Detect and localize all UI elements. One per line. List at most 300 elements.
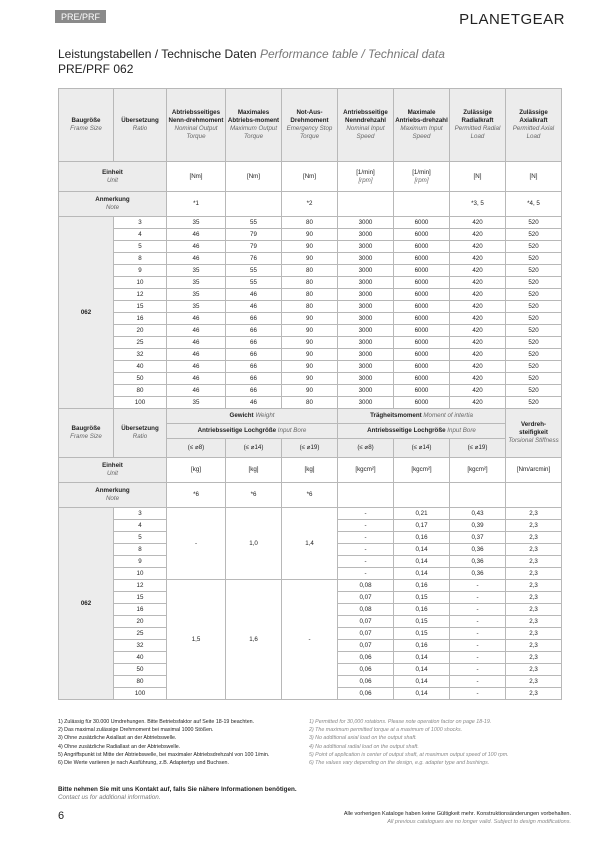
ratio-cell: 5 [114, 241, 167, 253]
note-cell [338, 483, 394, 508]
value-cell: 6000 [394, 337, 450, 349]
value-cell: 90 [282, 229, 338, 241]
stiffness-cell: 2,3 [506, 520, 562, 532]
value-cell: 80 [282, 217, 338, 229]
inertia-cell: 0,15 [394, 628, 450, 640]
value-cell: 6000 [394, 253, 450, 265]
inertia-cell: - [450, 676, 506, 688]
value-cell: 520 [506, 241, 562, 253]
inertia-cell: 0,07 [338, 616, 394, 628]
stiffness-cell: 2,3 [506, 652, 562, 664]
value-cell: 520 [506, 229, 562, 241]
stiffness-cell: 2,3 [506, 532, 562, 544]
inertia-cell: 0,08 [338, 580, 394, 592]
note-cell: *6 [167, 483, 226, 508]
header-cell [59, 89, 114, 162]
value-cell: 35 [167, 277, 226, 289]
value-cell: 90 [282, 337, 338, 349]
value-cell: 520 [506, 253, 562, 265]
value-cell: 6000 [394, 325, 450, 337]
header-en: Weight [255, 412, 275, 419]
value-cell: 90 [282, 349, 338, 361]
stiffness-cell: 2,3 [506, 640, 562, 652]
value-cell: 80 [282, 397, 338, 409]
table-row [59, 229, 562, 241]
value-cell: 80 [282, 265, 338, 277]
note-label-de: Anmerkung [95, 196, 130, 203]
value-cell: 520 [506, 313, 562, 325]
ratio-cell: 20 [114, 325, 167, 337]
table-row [59, 458, 562, 483]
value-cell: 3000 [338, 349, 394, 361]
unit-label [59, 162, 167, 192]
series-tag: PRE/PRF [55, 10, 106, 23]
stiffness-cell: 2,3 [506, 544, 562, 556]
header-en: Ratio [132, 433, 148, 440]
footnote-item: 3) Ohne zusätzliche Axiallast an der Abtriebswelle. [58, 735, 177, 742]
unit-cell: [Nm/arcmin] [506, 458, 562, 483]
value-cell: 76 [226, 253, 282, 265]
weight-cell: - [282, 580, 338, 700]
header-stiffness [506, 409, 562, 458]
unit-cell [282, 162, 338, 192]
note-label-de: Anmerkung [95, 487, 130, 494]
value-cell: 46 [167, 349, 226, 361]
value-cell: 3000 [338, 301, 394, 313]
title-en: Performance table / Technical data [259, 47, 445, 61]
value-cell: 46 [167, 337, 226, 349]
header-de: Baugröße [71, 425, 101, 432]
header-de: Zulässige Axialkraft [519, 109, 548, 124]
header-cell [394, 89, 450, 162]
inertia-cell: 0,06 [338, 688, 394, 700]
ratio-cell: 20 [114, 616, 167, 628]
inertia-cell: 0,16 [394, 580, 450, 592]
inertia-cell: 0,06 [338, 652, 394, 664]
value-cell: 520 [506, 361, 562, 373]
value-cell: 520 [506, 397, 562, 409]
unit-value: [Nm] [189, 172, 203, 180]
inertia-cell: - [450, 580, 506, 592]
inertia-cell: - [450, 664, 506, 676]
header-de: Maximale Antriebs-drehzahl [395, 109, 448, 124]
value-cell: 90 [282, 313, 338, 325]
header-de: Antriebsseitige Lochgröße [197, 427, 277, 434]
table-row [59, 265, 562, 277]
table-row [59, 409, 562, 424]
value-cell: 6000 [394, 229, 450, 241]
header-bore [167, 424, 338, 439]
inertia-cell: - [450, 652, 506, 664]
value-cell: 520 [506, 373, 562, 385]
header-cell [506, 89, 562, 162]
table-row [59, 301, 562, 313]
value-cell: 420 [450, 325, 506, 337]
value-cell: 520 [506, 385, 562, 397]
value-cell: 420 [450, 253, 506, 265]
note-cell [226, 192, 282, 217]
unit-label-en: Unit [106, 176, 118, 184]
header-de: Verdreh-steifigkeit [519, 421, 548, 436]
header-cell [226, 89, 282, 162]
note-cell: *1 [167, 192, 226, 217]
value-cell: 35 [167, 397, 226, 409]
header-cell [167, 89, 226, 162]
weight-cell: 1,4 [282, 508, 338, 580]
stiffness-cell: 2,3 [506, 676, 562, 688]
value-cell: 6000 [394, 361, 450, 373]
unit-value: [Nm] [302, 172, 317, 180]
stiffness-cell: 2,3 [506, 568, 562, 580]
ratio-cell: 4 [114, 520, 167, 532]
value-cell: 46 [226, 289, 282, 301]
ratio-cell: 12 [114, 580, 167, 592]
ratio-cell: 9 [114, 556, 167, 568]
note-label-en: Note [105, 495, 120, 502]
header-en: Frame Size [70, 125, 102, 132]
ratio-cell: 25 [114, 337, 167, 349]
footnotes-de [58, 718, 269, 767]
value-cell: 3000 [338, 217, 394, 229]
inertia-cell: - [338, 568, 394, 580]
table-row [59, 241, 562, 253]
value-cell: 35 [167, 301, 226, 313]
value-cell: 90 [282, 325, 338, 337]
unit-value: [1/min] [356, 168, 375, 176]
inertia-cell: 0,07 [338, 592, 394, 604]
model-title: PRE/PRF 062 [58, 62, 134, 76]
value-cell: 46 [167, 385, 226, 397]
value-cell: 6000 [394, 349, 450, 361]
inertia-cell: 0,17 [394, 520, 450, 532]
unit-cell: [kg] [226, 458, 282, 483]
inertia-cell: 0,07 [338, 640, 394, 652]
table-row [59, 325, 562, 337]
value-cell: 46 [167, 325, 226, 337]
value-cell: 3000 [338, 265, 394, 277]
value-cell: 3000 [338, 397, 394, 409]
ratio-cell: 50 [114, 373, 167, 385]
note-cell [394, 192, 450, 217]
ratio-cell: 16 [114, 604, 167, 616]
unit-sub: [rpm] [358, 176, 373, 184]
inertia-cell: - [450, 688, 506, 700]
footnote-item: 4) No additional radial load on the output shaft. [309, 743, 419, 750]
ratio-cell: 100 [114, 688, 167, 700]
value-cell: 3000 [338, 373, 394, 385]
inertia-cell: 0,43 [450, 508, 506, 520]
ratio-cell: 32 [114, 349, 167, 361]
value-cell: 520 [506, 301, 562, 313]
note-cell [394, 483, 450, 508]
value-cell: 6000 [394, 217, 450, 229]
bore-size-cell: (≤ ⌀14) [226, 439, 282, 458]
inertia-cell: 0,14 [394, 544, 450, 556]
header-de: Antriebsseitige Lochgröße [367, 427, 446, 434]
table-row [59, 349, 562, 361]
value-cell: 520 [506, 325, 562, 337]
header-en: Nominal Output Torque [174, 125, 218, 140]
value-cell: 6000 [394, 241, 450, 253]
ratio-cell: 50 [114, 664, 167, 676]
value-cell: 90 [282, 385, 338, 397]
value-cell: 66 [226, 385, 282, 397]
value-cell: 90 [282, 253, 338, 265]
header-de: Übersetzung [121, 117, 159, 124]
inertia-cell: - [338, 532, 394, 544]
value-cell: 420 [450, 349, 506, 361]
footnote-item: 4) Ohne zusätzliche Radiallast an der Abtriebswelle. [58, 743, 181, 750]
ratio-cell: 8 [114, 544, 167, 556]
value-cell: 79 [226, 241, 282, 253]
table-row [59, 277, 562, 289]
value-cell: 66 [226, 349, 282, 361]
stiffness-cell: 2,3 [506, 628, 562, 640]
value-cell: 520 [506, 337, 562, 349]
footnote-item: 6) Die Werte variieren je nach Ausführung, z.B. Adaptertyp und Buchsen. [58, 760, 229, 767]
bore-size-cell: (≤ ⌀8) [338, 439, 394, 458]
value-cell: 520 [506, 265, 562, 277]
ratio-cell: 10 [114, 277, 167, 289]
table-row [59, 89, 562, 162]
header-en: Moment of intertia [423, 412, 473, 419]
value-cell: 66 [226, 325, 282, 337]
value-cell: 55 [226, 277, 282, 289]
header-en: Torsional Stiffness [508, 437, 559, 444]
note-cell: *6 [226, 483, 282, 508]
stiffness-cell: 2,3 [506, 580, 562, 592]
footnote-item: 6) The values vary depending on the design, e.g. adapter type and bushings. [309, 760, 490, 767]
unit-value: [N] [473, 172, 482, 180]
stiffness-cell: 2,3 [506, 688, 562, 700]
value-cell: 46 [167, 229, 226, 241]
unit-value: [1/min] [412, 168, 431, 176]
header-en: Ratio [132, 125, 148, 132]
header-de: Antriebsseitige Nenndrehzahl [343, 109, 388, 124]
unit-cell [506, 162, 562, 192]
disclaimer [344, 810, 571, 826]
value-cell: 35 [167, 217, 226, 229]
header-de: Trägheitsmoment [370, 412, 422, 419]
page-number: 6 [58, 810, 65, 822]
value-cell: 80 [282, 289, 338, 301]
inertia-cell: - [450, 628, 506, 640]
header-de: Übersetzung [121, 425, 159, 432]
unit-label [59, 458, 167, 483]
contact-note [58, 786, 297, 802]
inertia-cell: - [450, 592, 506, 604]
ratio-cell: 12 [114, 289, 167, 301]
value-cell: 35 [167, 265, 226, 277]
value-cell: 46 [167, 361, 226, 373]
value-cell: 3000 [338, 313, 394, 325]
inertia-cell: 0,14 [394, 652, 450, 664]
value-cell: 3000 [338, 277, 394, 289]
footnote-item: 2) The maximum permitted torque at a maximum of 1000 shocks. [309, 727, 463, 734]
value-cell: 80 [282, 277, 338, 289]
ratio-cell: 80 [114, 385, 167, 397]
unit-sub: [rpm] [414, 176, 429, 184]
value-cell: 55 [226, 265, 282, 277]
inertia-cell: 0,14 [394, 568, 450, 580]
value-cell: 46 [226, 397, 282, 409]
header-en: Input Bore [447, 427, 476, 434]
value-cell: 3000 [338, 229, 394, 241]
ratio-cell: 4 [114, 229, 167, 241]
weight-inertia-table [58, 408, 562, 700]
bore-size-cell: (≤ ⌀19) [282, 439, 338, 458]
ratio-cell: 40 [114, 361, 167, 373]
inertia-cell: 0,21 [394, 508, 450, 520]
header-cell [282, 89, 338, 162]
frame-size-cell: 062 [59, 508, 114, 700]
value-cell: 3000 [338, 289, 394, 301]
page-title [58, 47, 445, 61]
header-de: Abtriebsseitiges Nenn-drehmoment [168, 109, 224, 124]
inertia-cell: 0,08 [338, 604, 394, 616]
value-cell: 66 [226, 373, 282, 385]
header-cell [338, 89, 394, 162]
value-cell: 420 [450, 301, 506, 313]
value-cell: 6000 [394, 289, 450, 301]
unit-cell: [kgcm²] [450, 458, 506, 483]
contact-de: Bitte nehmen Sie mit uns Kontakt auf, falls Sie nähere Informationen benötigen. [58, 786, 297, 793]
inertia-cell: 0,36 [450, 568, 506, 580]
brand-logo: PLANETGEAR [459, 11, 565, 28]
inertia-cell: 0,15 [394, 592, 450, 604]
header-en: Input Bore [277, 427, 307, 434]
ratio-cell: 80 [114, 676, 167, 688]
value-cell: 420 [450, 313, 506, 325]
value-cell: 3000 [338, 337, 394, 349]
value-cell: 46 [167, 373, 226, 385]
unit-value: [Nm] [246, 172, 261, 180]
value-cell: 3000 [338, 253, 394, 265]
table-row [59, 217, 562, 229]
unit-cell: [kg] [282, 458, 338, 483]
header-de: Baugröße [71, 117, 101, 124]
footnote-item: 5) Point of application is center of output shaft, at maximum output speed of 100 rpm. [309, 751, 509, 758]
note-cell [506, 483, 562, 508]
ratio-cell: 8 [114, 253, 167, 265]
value-cell: 6000 [394, 373, 450, 385]
value-cell: 6000 [394, 385, 450, 397]
value-cell: 35 [167, 289, 226, 301]
unit-cell [226, 162, 282, 192]
unit-value: [N] [529, 172, 538, 180]
inertia-cell: - [338, 520, 394, 532]
table-row [59, 337, 562, 349]
header-frame [59, 409, 114, 458]
value-cell: 46 [167, 253, 226, 265]
unit-cell [338, 162, 394, 192]
footnotes-en [309, 718, 509, 767]
note-cell: *4, 5 [506, 192, 562, 217]
weight-cell: 1,0 [226, 508, 282, 580]
disclaimer-de: Alle vorherigen Kataloge haben keine Gültigkeit mehr. Konstruktionsänderungen vorbehalten. [343, 811, 571, 817]
frame-size-cell: 062 [59, 217, 114, 409]
footnote-item: 1) Permitted for 30,000 rotations. Please note operation factor on page 18-19. [309, 719, 492, 725]
header-en: Nominal Input Speed [346, 125, 385, 140]
footnote-item: 3) No additional axial load on the output shaft. [309, 735, 417, 742]
inertia-cell: 0,36 [450, 556, 506, 568]
value-cell: 46 [167, 313, 226, 325]
table-row [59, 580, 562, 592]
value-cell: 6000 [394, 265, 450, 277]
note-label [59, 483, 167, 508]
unit-cell [167, 162, 226, 192]
stiffness-cell: 2,3 [506, 592, 562, 604]
inertia-cell: 0,14 [394, 664, 450, 676]
value-cell: 520 [506, 289, 562, 301]
page-header [0, 0, 595, 28]
stiffness-cell: 2,3 [506, 616, 562, 628]
weight-cell: - [167, 508, 226, 580]
value-cell: 6000 [394, 397, 450, 409]
ratio-cell: 3 [114, 508, 167, 520]
header-bore [338, 424, 506, 439]
table-row [59, 289, 562, 301]
inertia-cell: 0,14 [394, 676, 450, 688]
value-cell: 6000 [394, 313, 450, 325]
value-cell: 420 [450, 241, 506, 253]
inertia-cell: 0,14 [394, 688, 450, 700]
header-en: Permitted Axial Load [512, 125, 555, 140]
table-row [59, 192, 562, 217]
value-cell: 66 [226, 337, 282, 349]
note-cell: *6 [282, 483, 338, 508]
ratio-cell: 32 [114, 640, 167, 652]
header-de: Not-Aus-Drehmoment [290, 109, 329, 124]
inertia-cell: 0,15 [394, 616, 450, 628]
value-cell: 420 [450, 385, 506, 397]
value-cell: 520 [506, 217, 562, 229]
stiffness-cell: 2,3 [506, 556, 562, 568]
header-en: Emergency Stop Torque [286, 125, 333, 140]
value-cell: 80 [282, 301, 338, 313]
ratio-cell: 5 [114, 532, 167, 544]
weight-cell: 1,6 [226, 580, 282, 700]
bore-size-cell: (≤ ⌀14) [394, 439, 450, 458]
inertia-cell: 0,36 [450, 544, 506, 556]
inertia-cell: 0,37 [450, 532, 506, 544]
value-cell: 55 [226, 217, 282, 229]
table-row [59, 361, 562, 373]
value-cell: 90 [282, 241, 338, 253]
table-row [59, 313, 562, 325]
table-row [59, 483, 562, 508]
ratio-cell: 15 [114, 301, 167, 313]
inertia-cell: 0,07 [338, 628, 394, 640]
bore-size-cell: (≤ ⌀19) [450, 439, 506, 458]
title-de: Leistungstabellen / Technische Daten [58, 47, 257, 61]
value-cell: 6000 [394, 301, 450, 313]
inertia-cell: 0,14 [394, 556, 450, 568]
inertia-cell: - [450, 616, 506, 628]
note-cell [450, 483, 506, 508]
value-cell: 420 [450, 373, 506, 385]
footnote-item: 1) Zulässig für 30.000 Umdrehungen. Bitte Betriebsfaktor auf Seite 18-19 beachten. [58, 719, 255, 725]
header-weight [167, 409, 338, 424]
unit-label-en: Unit [106, 470, 118, 477]
note-cell: *3, 5 [450, 192, 506, 217]
stiffness-cell: 2,3 [506, 664, 562, 676]
table-row [59, 253, 562, 265]
ratio-cell: 9 [114, 265, 167, 277]
unit-cell [394, 162, 450, 192]
unit-label-de: Einheit [102, 462, 123, 469]
value-cell: 66 [226, 313, 282, 325]
